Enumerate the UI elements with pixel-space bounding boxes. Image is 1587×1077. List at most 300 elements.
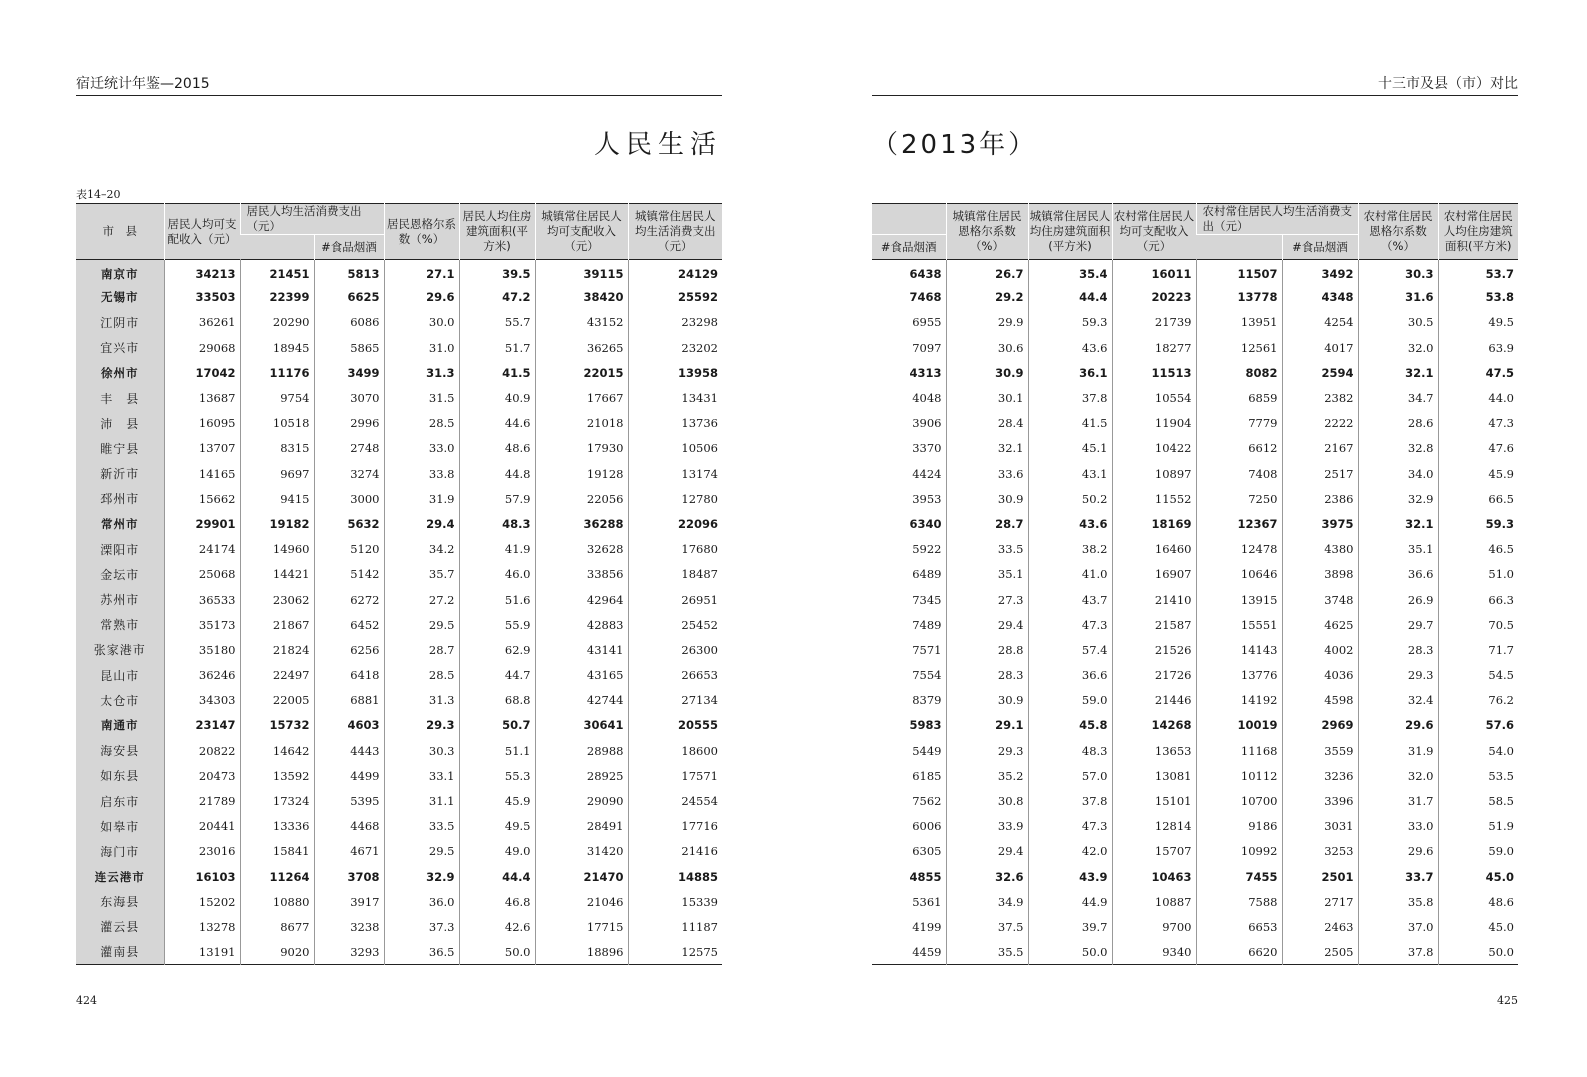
table-cell: 44.9 [1028, 889, 1112, 914]
table-cell: 19128 [535, 461, 628, 486]
table-cell: 4048 [912, 391, 942, 406]
table-cell: 33503 [164, 285, 240, 310]
table-cell: 15101 [1112, 788, 1196, 813]
table-cell: 34.7 [1358, 385, 1438, 410]
table-cell: 3070 [314, 385, 384, 410]
region-name: 丰 县 [76, 385, 164, 410]
table-cell: 44.4 [459, 864, 535, 889]
table-cell: 17680 [628, 537, 722, 562]
table-cell: 28.5 [384, 663, 459, 688]
table-cell: 22497 [240, 663, 314, 688]
table-cell: 3238 [314, 914, 384, 939]
table-cell: 29.5 [384, 839, 459, 864]
table-cell: 16460 [1112, 537, 1196, 562]
region-name: 海安县 [76, 738, 164, 763]
table-cell: 29901 [164, 511, 240, 536]
header-rural-engel: 农村常住居民恩格尔系数（%） [1358, 204, 1438, 260]
table-cell: 9340 [1112, 940, 1196, 965]
table-row [872, 587, 1518, 612]
table-cell: 32.1 [1358, 360, 1438, 385]
table-cell: 29.5 [384, 612, 459, 637]
table-cell: 14268 [1112, 713, 1196, 738]
table-cell: 34303 [164, 688, 240, 713]
table-cell: 35.2 [946, 763, 1028, 788]
table-cell: 10518 [240, 411, 314, 436]
table-cell: 43.9 [1028, 864, 1112, 889]
table-cell: 6625 [314, 285, 384, 310]
table-cell: 33.7 [1358, 864, 1438, 889]
table-cell: 28.7 [384, 637, 459, 662]
table-cell: 27.2 [384, 587, 459, 612]
table-cell: 43141 [535, 637, 628, 662]
table-cell: 28.4 [946, 411, 1028, 436]
region-name: 南通市 [76, 713, 164, 738]
table-cell: 27134 [628, 688, 722, 713]
region-name: 溧阳市 [76, 537, 164, 562]
table-cell: 7779 [1196, 411, 1282, 436]
region-name: 金坛市 [76, 562, 164, 587]
table-cell: 50.0 [1028, 940, 1112, 965]
region-name: 新沂市 [76, 461, 164, 486]
region-name: 无锡市 [76, 285, 164, 310]
table-cell: 7571 [912, 642, 942, 657]
table-cell: 28.5 [384, 411, 459, 436]
header-rural-consumption: 农村常住居民人均生活消费支出（元） [1196, 204, 1358, 235]
region-name: 邳州市 [76, 486, 164, 511]
page-title-left: 人民生活 [593, 130, 722, 160]
table-cell: 36261 [164, 310, 240, 335]
table-cell: 21446 [1112, 688, 1196, 713]
table-cell: 29.7 [1358, 612, 1438, 637]
table-row [76, 763, 722, 788]
table-cell: 4855 [909, 869, 942, 884]
table-cell: 4459 [912, 944, 942, 959]
table-cell: 35.1 [946, 562, 1028, 587]
region-name: 江阴市 [76, 310, 164, 335]
table-cell: 49.5 [1438, 310, 1518, 335]
table-cell: 17715 [535, 914, 628, 939]
table-row [76, 889, 722, 914]
region-name: 张家港市 [76, 637, 164, 662]
table-cell: 7408 [1196, 461, 1282, 486]
table-cell: 11168 [1196, 738, 1282, 763]
table-cell: 33856 [535, 562, 628, 587]
table-cell: 71.7 [1438, 637, 1518, 662]
table-cell: 36.1 [1028, 360, 1112, 385]
table-cell: 4598 [1282, 688, 1358, 713]
region-name: 宜兴市 [76, 335, 164, 360]
table-row [872, 864, 1518, 889]
table-cell: 9754 [240, 385, 314, 410]
table-cell: 2517 [1282, 461, 1358, 486]
table-cell: 47.6 [1438, 436, 1518, 461]
table-row [76, 663, 722, 688]
table-cell: 30.3 [384, 738, 459, 763]
table-cell: 23016 [164, 839, 240, 864]
table-row [76, 385, 722, 410]
table-cell: 49.5 [459, 814, 535, 839]
table-cell: 4199 [912, 919, 942, 934]
table-cell: 33.5 [946, 537, 1028, 562]
table-cell: 10019 [1196, 713, 1282, 738]
table-cell: 45.8 [1028, 713, 1112, 738]
table-cell: 7097 [912, 340, 942, 355]
table-cell: 5865 [314, 335, 384, 360]
table-cell: 7250 [1196, 486, 1282, 511]
table-cell: 20822 [164, 738, 240, 763]
region-name: 东海县 [76, 889, 164, 914]
table-cell: 9020 [240, 940, 314, 965]
table-cell: 36.5 [384, 940, 459, 965]
table-cell: 26951 [628, 587, 722, 612]
table-cell: 51.0 [1438, 562, 1518, 587]
table-row [76, 486, 722, 511]
table-cell: 6955 [912, 315, 942, 330]
table-row [76, 738, 722, 763]
table-cell: 31.3 [384, 688, 459, 713]
table-cell: 21824 [240, 637, 314, 662]
table-cell: 7455 [1196, 864, 1282, 889]
table-row [872, 461, 1518, 486]
table-cell: 28988 [535, 738, 628, 763]
table-cell: 49.0 [459, 839, 535, 864]
region-name: 常州市 [76, 511, 164, 536]
table-cell: 28.8 [946, 637, 1028, 662]
table-cell: 3236 [1282, 763, 1358, 788]
table-cell: 16103 [164, 864, 240, 889]
table-cell: 31.7 [1358, 788, 1438, 813]
table-cell: 13278 [164, 914, 240, 939]
table-row [872, 688, 1518, 713]
table-cell: 42964 [535, 587, 628, 612]
table-cell: 62.9 [459, 637, 535, 662]
table-cell: 2501 [1282, 864, 1358, 889]
table-cell: 46.0 [459, 562, 535, 587]
table-cell: 22399 [240, 285, 314, 310]
table-cell: 18600 [628, 738, 722, 763]
table-cell: 21789 [164, 788, 240, 813]
table-cell: 28925 [535, 763, 628, 788]
table-cell: 43.1 [1028, 461, 1112, 486]
table-cell: 37.3 [384, 914, 459, 939]
table-cell: 41.5 [459, 360, 535, 385]
table-cell: 21739 [1112, 310, 1196, 335]
table-cell: 2167 [1282, 436, 1358, 461]
table-cell: 2463 [1282, 914, 1358, 939]
header-rural-consumption-sub [1196, 235, 1282, 260]
table-cell: 2969 [1282, 713, 1358, 738]
table-cell: 24554 [628, 788, 722, 813]
region-name: 灌云县 [76, 914, 164, 939]
table-cell: 9700 [1112, 914, 1196, 939]
table-cell: 50.0 [459, 940, 535, 965]
table-cell: 10887 [1112, 889, 1196, 914]
page-number-right: 425 [1497, 994, 1518, 1007]
table-cell: 33.9 [946, 814, 1028, 839]
region-name: 徐州市 [76, 360, 164, 385]
table-cell: 31420 [535, 839, 628, 864]
table-cell: 6086 [314, 310, 384, 335]
table-cell: 10422 [1112, 436, 1196, 461]
table-cell: 44.8 [459, 461, 535, 486]
table-cell: 48.3 [1028, 738, 1112, 763]
table-row [872, 839, 1518, 864]
table-cell: 6452 [314, 612, 384, 637]
table-cell: 20223 [1112, 285, 1196, 310]
table-cell: 3708 [314, 864, 384, 889]
table-cell: 42.6 [459, 914, 535, 939]
table-row [872, 814, 1518, 839]
table-row [872, 537, 1518, 562]
table-cell: 37.8 [1028, 385, 1112, 410]
table-cell: 20473 [164, 763, 240, 788]
table-cell: 4002 [1282, 637, 1358, 662]
table-cell: 4036 [1282, 663, 1358, 688]
table-cell: 16095 [164, 411, 240, 436]
table-cell: 21587 [1112, 612, 1196, 637]
header-income: 居民人均可支配收入（元） [164, 204, 240, 260]
header-urban-food: #食品烟酒 [872, 235, 946, 260]
table-cell: 28491 [535, 814, 628, 839]
table-cell: 17324 [240, 788, 314, 813]
table-cell: 3492 [1282, 260, 1358, 285]
table-cell: 7562 [912, 794, 942, 809]
table-cell: 22015 [535, 360, 628, 385]
table-cell: 21726 [1112, 663, 1196, 688]
header-consumption: 居民人均生活消费支出（元） [240, 204, 384, 235]
table-cell: 6881 [314, 688, 384, 713]
table-cell: 3953 [912, 491, 942, 506]
table-cell: 44.6 [459, 411, 535, 436]
table-row [76, 562, 722, 587]
table-cell: 28.6 [1358, 411, 1438, 436]
table-cell: 10463 [1112, 864, 1196, 889]
table-row [872, 889, 1518, 914]
table-cell: 13951 [1196, 310, 1282, 335]
table-cell: 47.5 [1438, 360, 1518, 385]
table-cell: 6612 [1196, 436, 1282, 461]
table-cell: 18945 [240, 335, 314, 360]
table-cell: 3917 [314, 889, 384, 914]
table-cell: 32.1 [946, 436, 1028, 461]
table-cell: 33.5 [384, 814, 459, 839]
table-cell: 51.1 [459, 738, 535, 763]
table-cell: 8082 [1196, 360, 1282, 385]
table-cell: 47.3 [1438, 411, 1518, 436]
table-cell: 14421 [240, 562, 314, 587]
table-cell: 15551 [1196, 612, 1282, 637]
table-row [76, 461, 722, 486]
table-cell: 10880 [240, 889, 314, 914]
left-page [76, 0, 722, 1077]
header-urban-income: 城镇常住居民人均可支配收入（元） [535, 204, 628, 260]
table-cell: 38.2 [1028, 537, 1112, 562]
table-cell: 15662 [164, 486, 240, 511]
table-cell: 7345 [912, 592, 942, 607]
table-cell: 28.7 [946, 511, 1028, 536]
table-cell: 13776 [1196, 663, 1282, 688]
table-cell: 23062 [240, 587, 314, 612]
table-cell: 43.7 [1028, 587, 1112, 612]
table-cell: 41.0 [1028, 562, 1112, 587]
table-cell: 44.0 [1438, 385, 1518, 410]
table-cell: 3499 [314, 360, 384, 385]
table-row [76, 310, 722, 335]
table-cell: 26300 [628, 637, 722, 662]
table-cell: 50.0 [1438, 940, 1518, 965]
table-cell: 32.0 [1358, 335, 1438, 360]
table-row [872, 411, 1518, 436]
table-row [872, 763, 1518, 788]
section-title: 十三市及县（市）对比 [1378, 76, 1518, 92]
header-urban-engel: 城镇常住居民恩格尔系数（%） [946, 204, 1028, 260]
table-cell: 11507 [1196, 260, 1282, 285]
header-rural-food: #食品烟酒 [1282, 235, 1358, 260]
table-cell: 36246 [164, 663, 240, 688]
table-cell: 5142 [314, 562, 384, 587]
table-row [872, 562, 1518, 587]
table-row [76, 511, 722, 536]
table-cell: 29068 [164, 335, 240, 360]
table-cell: 47.3 [1028, 612, 1112, 637]
header-urban-food-top [872, 204, 946, 235]
region-name: 启东市 [76, 788, 164, 813]
table-cell: 35173 [164, 612, 240, 637]
table-cell: 31.9 [1358, 738, 1438, 763]
table-cell: 26.7 [946, 260, 1028, 285]
table-cell: 4254 [1282, 310, 1358, 335]
table-cell: 36288 [535, 511, 628, 536]
table-cell: 53.5 [1438, 763, 1518, 788]
region-name: 太仓市 [76, 688, 164, 713]
table-cell: 42883 [535, 612, 628, 637]
table-cell: 17571 [628, 763, 722, 788]
table-cell: 18169 [1112, 511, 1196, 536]
table-row [76, 814, 722, 839]
table-cell: 46.5 [1438, 537, 1518, 562]
table-cell: 6489 [912, 567, 942, 582]
table-cell: 16907 [1112, 562, 1196, 587]
table-cell: 33.8 [384, 461, 459, 486]
table-cell: 53.7 [1438, 260, 1518, 285]
table-cell: 20441 [164, 814, 240, 839]
table-row [872, 788, 1518, 813]
table-cell: 23202 [628, 335, 722, 360]
region-name: 常熟市 [76, 612, 164, 637]
table-cell: 2222 [1282, 411, 1358, 436]
table-cell: 13736 [628, 411, 722, 436]
table-cell: 30.1 [946, 385, 1028, 410]
table-row [872, 713, 1518, 738]
table-cell: 68.8 [459, 688, 535, 713]
table-row [76, 260, 722, 285]
table-cell: 4313 [909, 365, 942, 380]
page-number-left: 424 [76, 994, 97, 1007]
table-cell: 5983 [909, 718, 942, 733]
table-row [872, 663, 1518, 688]
table-cell: 51.9 [1438, 814, 1518, 839]
table-cell: 10646 [1196, 562, 1282, 587]
table-cell: 13191 [164, 940, 240, 965]
table-cell: 13958 [628, 360, 722, 385]
table-cell: 36265 [535, 335, 628, 360]
table-cell: 34213 [164, 260, 240, 285]
table-cell: 14885 [628, 864, 722, 889]
table-cell: 7468 [909, 290, 942, 305]
table-cell: 29.4 [384, 511, 459, 536]
table-cell: 39.7 [1028, 914, 1112, 939]
table-cell: 29.2 [946, 285, 1028, 310]
table-row [76, 688, 722, 713]
table-cell: 29.3 [384, 713, 459, 738]
table-cell: 4017 [1282, 335, 1358, 360]
table-cell: 14192 [1196, 688, 1282, 713]
table-cell: 4348 [1282, 285, 1358, 310]
table-row [872, 310, 1518, 335]
header-housing: 居民人均住房建筑面积(平方米) [459, 204, 535, 260]
table-cell: 35180 [164, 637, 240, 662]
region-name: 连云港市 [76, 864, 164, 889]
table-cell: 37.8 [1358, 940, 1438, 965]
table-cell: 33.1 [384, 763, 459, 788]
table-cell: 17042 [164, 360, 240, 385]
table-row [872, 486, 1518, 511]
table-cell: 12814 [1112, 814, 1196, 839]
table-body-left [76, 260, 722, 965]
table-cell: 11264 [240, 864, 314, 889]
table-cell: 22056 [535, 486, 628, 511]
table-cell: 57.9 [459, 486, 535, 511]
table-cell: 29.6 [1358, 839, 1438, 864]
table-cell: 54.0 [1438, 738, 1518, 763]
table-cell: 27.1 [384, 260, 459, 285]
table-cell: 59.3 [1028, 310, 1112, 335]
table-cell: 13653 [1112, 738, 1196, 763]
table-cell: 41.5 [1028, 411, 1112, 436]
table-cell: 21410 [1112, 587, 1196, 612]
table-cell: 9186 [1196, 814, 1282, 839]
table-cell: 10700 [1196, 788, 1282, 813]
table-row [872, 385, 1518, 410]
table-cell: 3253 [1282, 839, 1358, 864]
table-cell: 59.0 [1028, 688, 1112, 713]
table-cell: 30.5 [1358, 310, 1438, 335]
table-cell: 6418 [314, 663, 384, 688]
table-cell: 31.6 [1358, 285, 1438, 310]
table-cell: 44.7 [459, 663, 535, 688]
table-row [76, 335, 722, 360]
table-cell: 14143 [1196, 637, 1282, 662]
table-cell: 55.3 [459, 763, 535, 788]
table-cell: 5449 [912, 743, 942, 758]
page-title-right: （2013年） [872, 130, 1038, 160]
table-cell: 33.0 [1358, 814, 1438, 839]
table-cell: 13687 [164, 385, 240, 410]
table-cell: 39.5 [459, 260, 535, 285]
region-name: 睢宁县 [76, 436, 164, 461]
table-cell: 12561 [1196, 335, 1282, 360]
table-cell: 4603 [314, 713, 384, 738]
table-cell: 29.3 [946, 738, 1028, 763]
table-cell: 6185 [912, 768, 942, 783]
table-cell: 40.9 [459, 385, 535, 410]
table-cell: 43.6 [1028, 335, 1112, 360]
table-cell: 30.0 [384, 310, 459, 335]
header-rural-housing: 农村常住居民人均住房建筑面积(平方米) [1438, 204, 1518, 260]
table-cell: 29.6 [1358, 713, 1438, 738]
table-cell: 2748 [314, 436, 384, 461]
table-cell: 28.3 [946, 663, 1028, 688]
